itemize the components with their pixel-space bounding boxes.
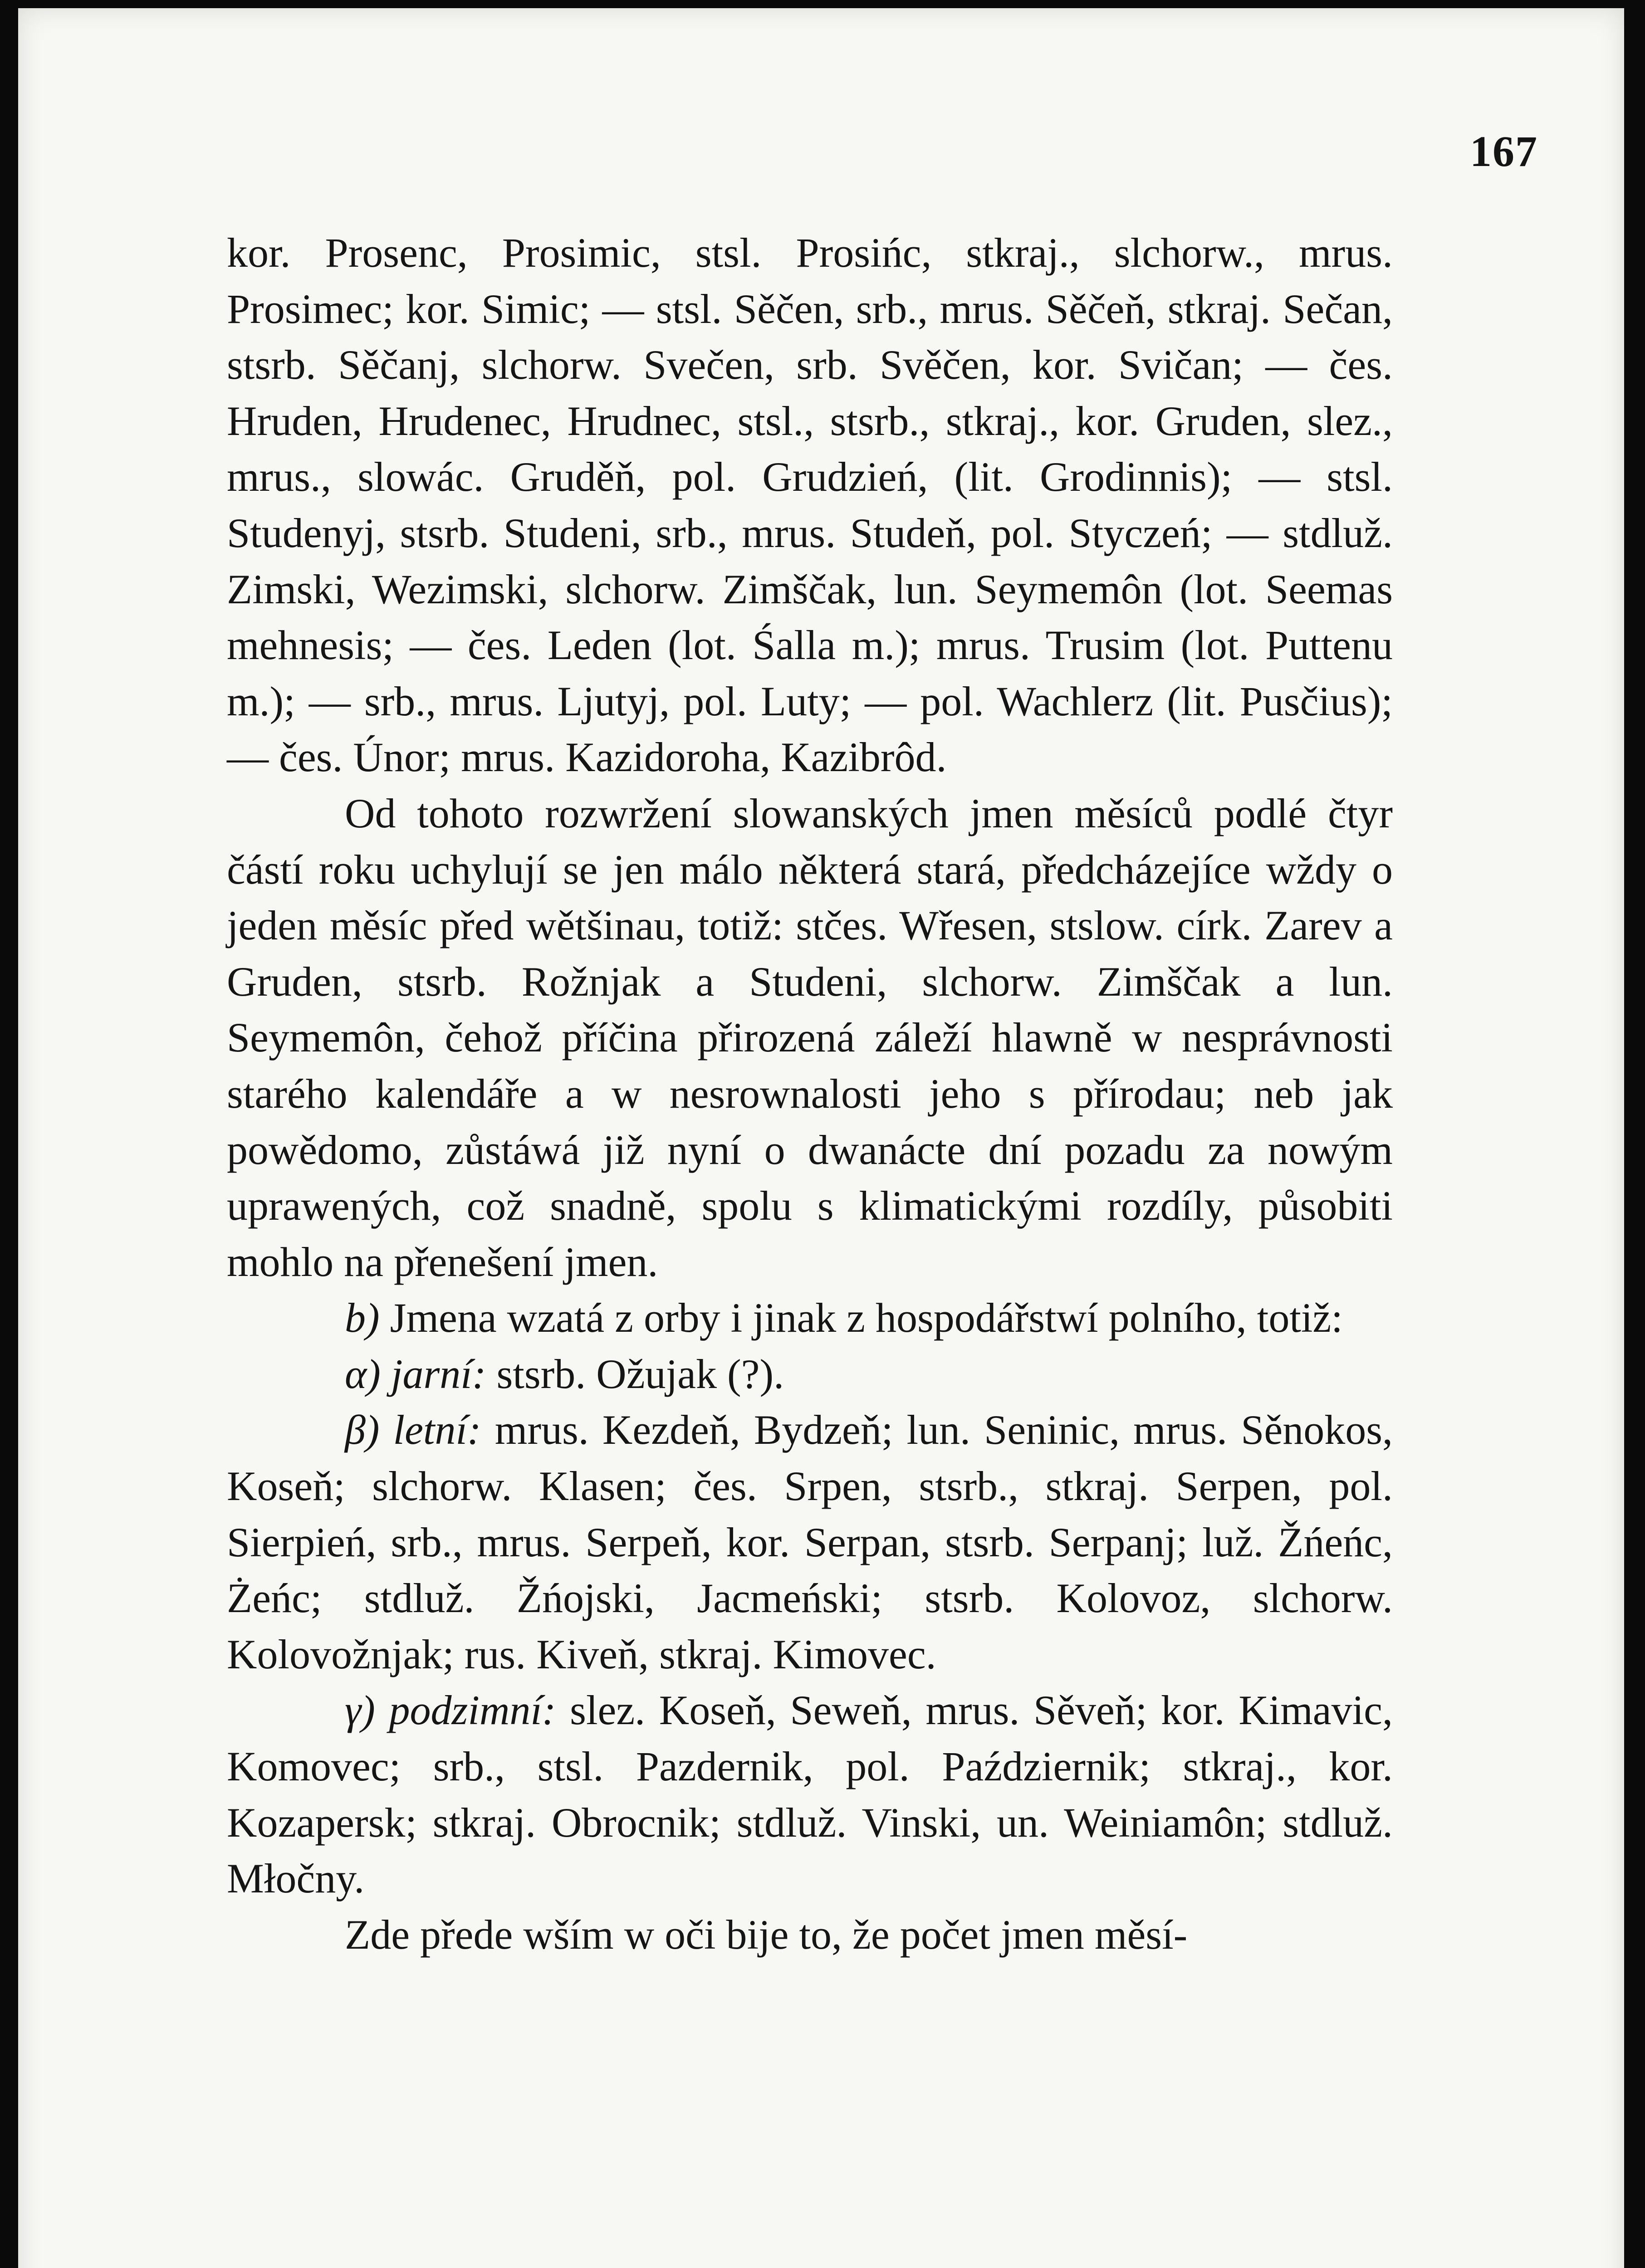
book-page xyxy=(18,8,1624,2268)
body-text xyxy=(227,225,1393,1963)
section-label-b: b) xyxy=(345,1295,380,1341)
paragraph-4 xyxy=(227,1346,1393,1403)
paragraph-2 xyxy=(227,786,1393,1290)
paragraph-1 xyxy=(227,225,1393,786)
section-label-alpha: α) jarní: xyxy=(345,1350,486,1397)
paragraph-3 xyxy=(227,1290,1393,1346)
section-label-beta: β) letní: xyxy=(345,1407,481,1453)
page-number: 167 xyxy=(1470,127,1538,176)
paragraph-7-text: Zde přede wším w oči bije to, že počet jmen měsí- xyxy=(345,1911,1188,1958)
paragraph-5-text: mrus. Kezdeň, Bydzeň; lun. Seninic, mrus. Sěnokos, Koseň; slchorw. Klasen; čes. Srpen, stsrb., stkraj. Serpen, pol. Sierpień, srb., mrus. Serpeň, kor. Serpan, stsrb. Serpanj; luž. Žńeńc, Żeńc; stdluž. Žńojski, Jacmeński; stsrb. Kolovoz, slchorw. Kolovožnjak; rus. Kiveň, stkraj. Kimovec. xyxy=(227,1407,1393,1677)
section-label-gamma: γ) podzimní: xyxy=(345,1687,556,1734)
paragraph-4-text: stsrb. Ožujak (?). xyxy=(496,1350,784,1397)
paragraph-6 xyxy=(227,1682,1393,1906)
paragraph-5 xyxy=(227,1402,1393,1682)
paragraph-1-text: kor. Prosenc, Prosimic, stsl. Prosińc, stkraj., slchorw., mrus. Prosimec; kor. Simic; — stsl. Sěčen, srb., mrus. Sěčeň, stkraj. Sečan, stsrb. Sěčanj, slchorw. Svečen, srb. Svěčen, kor. Svičan; — čes. Hruden, Hrudenec, Hrudnec, stsl., stsrb., stkraj., kor. Gruden, slez., mrus., slowác. Gruděň, pol. Grudzień, (lit. Grodinnis); — stsl. Studenyj, stsrb. Studeni, srb., mrus. Studeň, pol. Styczeń; — stdluž. Zimski, Wezimski, slchorw. Zimščak, lun. Seymemôn (lot. Seemas mehnesis; — čes. Leden (lot. Śalla m.); mrus. Trusim (lot. Puttenu m.); — srb., mrus. Ljutyj, pol. Luty; — pol. Wachlerz (lit. Pusčius); — čes. Únor; mrus. Kazidoroha, Kazibrôd. xyxy=(227,230,1393,781)
paragraph-7 xyxy=(227,1907,1393,1963)
paragraph-2-text: Od tohoto rozwržení slowanských jmen měsíců podlé čtyr částí roku uchylují se jen málo některá stará, předcházejíce wždy o jeden měsíc před wětšinau, totiž: stčes. Wřesen, stslow. círk. Zarev a Gruden, stsrb. Rožnjak a Studeni, slchorw. Zimščak a lun. Seymemôn, čehož příčina přirozená záleží hlawně w nesprávnosti starého kalendáře a w nesrownalosti jeho s přírodau; neb jak powědomo, zůstáwá již nyní o dwanácte dní pozadu za nowým uprawených, což snadně, spolu s klimatickými rozdíly, působiti mohlo na přenešení jmen. xyxy=(227,790,1393,1285)
paragraph-3-text: Jmena wzatá z orby i jinak z hospodářstwí polního, totiž: xyxy=(390,1295,1343,1341)
paragraph-6-text: slez. Koseň, Seweň, mrus. Sěveň; kor. Kimavic, Komovec; srb., stsl. Pazdernik, pol. Październik; stkraj., kor. Kozapersk; stkraj. Obrocnik; stdluž. Vinski, un. Weiniamôn; stdluž. Młočny. xyxy=(227,1687,1393,1902)
